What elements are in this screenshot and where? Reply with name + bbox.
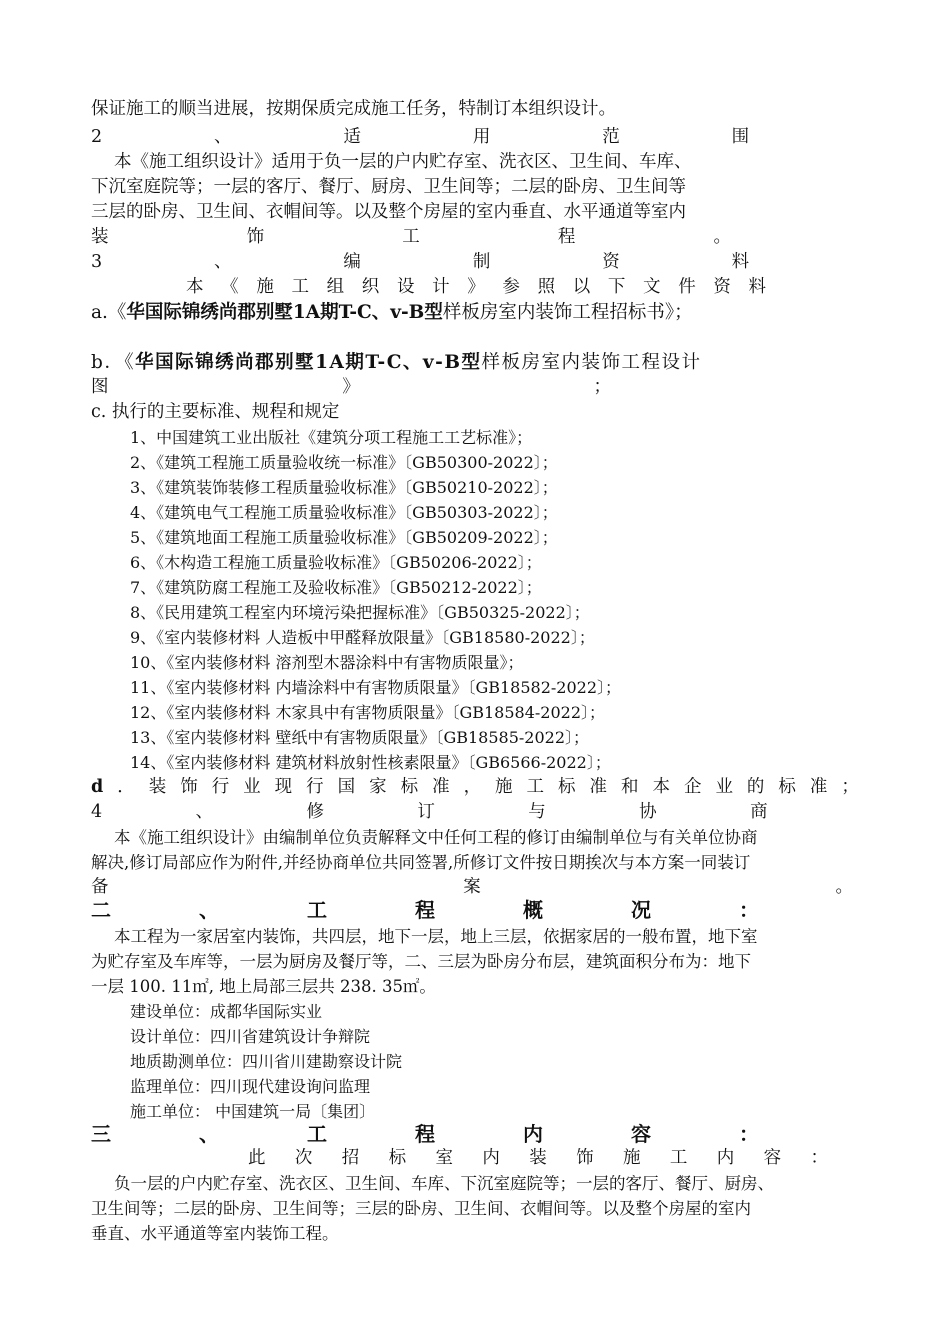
standard-item: 10、《室内装修材料 溶剂型木器涂料中有害物质限量》； bbox=[130, 653, 524, 672]
supervision-unit-line: 监理单位：四川现代建设询问监理 bbox=[130, 1077, 371, 1096]
part-2-heading: 二 、 工 程 概 况 ： bbox=[91, 898, 759, 922]
section-4-heading: 4 、 修 订 与 协 商 bbox=[91, 802, 768, 822]
paragraph-line: 卫生间等；二层的卧房、卫生间等；三层的卧房、卫生间、衣帽间等。以及整个房屋的室内 bbox=[91, 1199, 751, 1218]
paragraph-line: 一层 100. 11㎡, 地上局部三层共 238. 35㎡。 bbox=[91, 977, 436, 996]
standard-item: 6、《木构造工程施工质量验收标准》〔GB50206-2022〕； bbox=[130, 553, 542, 572]
standard-item: 14、《室内装修材料 建筑材料放射性核素限量》〔GB6566-2022〕； bbox=[130, 753, 611, 772]
standard-item: 4、《建筑电气工程施工质量验收标准》〔GB50303-2022〕； bbox=[130, 503, 558, 522]
section-3-intro: 本 《 施 工 组 织 设 计 》 参 照 以 下 文 件 资 料 bbox=[186, 277, 766, 297]
part-3-subtitle: 此 次 招 标 室 内 装 饰 施 工 内 容 ： bbox=[248, 1148, 828, 1168]
standard-item: 11、《室内装修材料 内墙涂料中有害物质限量》〔GB18582-2022〕； bbox=[130, 678, 622, 697]
intro-tail: 保证施工的顺当进展，按期保质完成施工任务，特制订本组织设计。 bbox=[91, 99, 616, 119]
paragraph-line: 下沉室庭院等；一层的客厅、餐厅、厨房、卫生间等；二层的卧房、卫生间等 bbox=[91, 177, 686, 197]
reference-b: b．《华国际锦绣尚郡别墅1A期T-C、v-B型样板房室内装饰工程设计 bbox=[91, 352, 702, 373]
paragraph-line: 本工程为一家居室内装饰，共四层，地下一层，地上三层，依据家居的一般布置，地下室 bbox=[114, 927, 758, 946]
paragraph-line: 装 饰 工 程 。 bbox=[91, 227, 731, 247]
part-3-heading: 三 、 工 程 内 容 ： bbox=[91, 1122, 759, 1146]
paragraph-line: 本《施工组织设计》适用于负一层的户内贮存室、洗衣区、卫生间、车库、 bbox=[114, 152, 692, 172]
paragraph-line: 垂直、水平通道等室内装饰工程。 bbox=[91, 1224, 339, 1243]
design-unit-line: 设计单位：四川省建筑设计争辩院 bbox=[130, 1027, 371, 1046]
reference-b-continued: 图 》 ； bbox=[91, 377, 611, 397]
standard-item: 3、《建筑装饰装修工程质量验收标准》〔GB50210-2022〕； bbox=[130, 478, 558, 497]
paragraph-line: 本《施工组织设计》由编制单位负责解释文中任何工程的修订由编制单位与有关单位协商 bbox=[114, 828, 758, 847]
standard-item: 12、《室内装修材料 木家具中有害物质限量》〔GB18584-2022〕； bbox=[130, 703, 606, 722]
standards-title: c. 执行的主要标准、规程和规定 bbox=[91, 402, 340, 422]
survey-unit-line: 地质勘测单位：四川省川建勘察设计院 bbox=[130, 1052, 403, 1071]
standard-item: 2、《建筑工程施工质量验收统一标准》〔GB50300-2022〕； bbox=[130, 453, 558, 472]
paragraph-line: 三层的卧房、卫生间、衣帽间等。以及整个房屋的室内垂直、水平通道等室内 bbox=[91, 202, 686, 222]
reference-a: a.《华国际锦绣尚郡别墅1A期T-C、v-B型样板房室内装饰工程招标书》； bbox=[91, 302, 693, 323]
standard-item: 5、《建筑地面工程施工质量验收标准》〔GB50209-2022〕； bbox=[130, 528, 558, 547]
paragraph-line: 负一层的户内贮存室、洗衣区、卫生间、车库、下沉室庭院等；一层的客厅、餐厅、厨房、 bbox=[114, 1174, 774, 1193]
standard-item: 13、《室内装修材料 壁纸中有害物质限量》〔GB18585-2022〕； bbox=[130, 728, 590, 747]
builder-unit-line: 施工单位： 中国建筑一局〔集团〕 bbox=[130, 1102, 376, 1121]
standard-item: 9、《室内装修材料 人造板中甲醛释放限量》〔GB18580-2022〕； bbox=[130, 628, 595, 647]
standard-item: 8、《民用建筑工程室内环境污染把握标准》〔GB50325-2022〕； bbox=[130, 603, 590, 622]
construction-unit-line: 建设单位：成都华国际实业 bbox=[130, 1002, 323, 1021]
paragraph-line: 解决,修订局部应作为附件,并经协商单位共同签署,所修订文件按日期挨次与本方案一同装订 bbox=[91, 853, 751, 872]
paragraph-line: 备 案 。 bbox=[91, 877, 853, 897]
paragraph-line: 为贮存室及车库等，一层为厨房及餐厅等，二、三层为卧房分布层，建筑面积分布为：地下 bbox=[91, 952, 751, 971]
standard-item: 7、《建筑防腐工程施工及验收标准》〔GB50212-2022〕； bbox=[130, 578, 542, 597]
standard-item: 1、中国建筑工业出版社《建筑分项工程施工工艺标准》； bbox=[130, 428, 533, 447]
reference-d: d ． 装 饰 行 业 现 行 国 家 标 准 ， 施 工 标 准 和 本 企 业 的 标 准 ； bbox=[91, 777, 859, 797]
section-3-heading: 3 、 编 制 资 料 bbox=[91, 252, 750, 272]
section-2-heading: 2 、 适 用 范 围 bbox=[91, 127, 750, 147]
